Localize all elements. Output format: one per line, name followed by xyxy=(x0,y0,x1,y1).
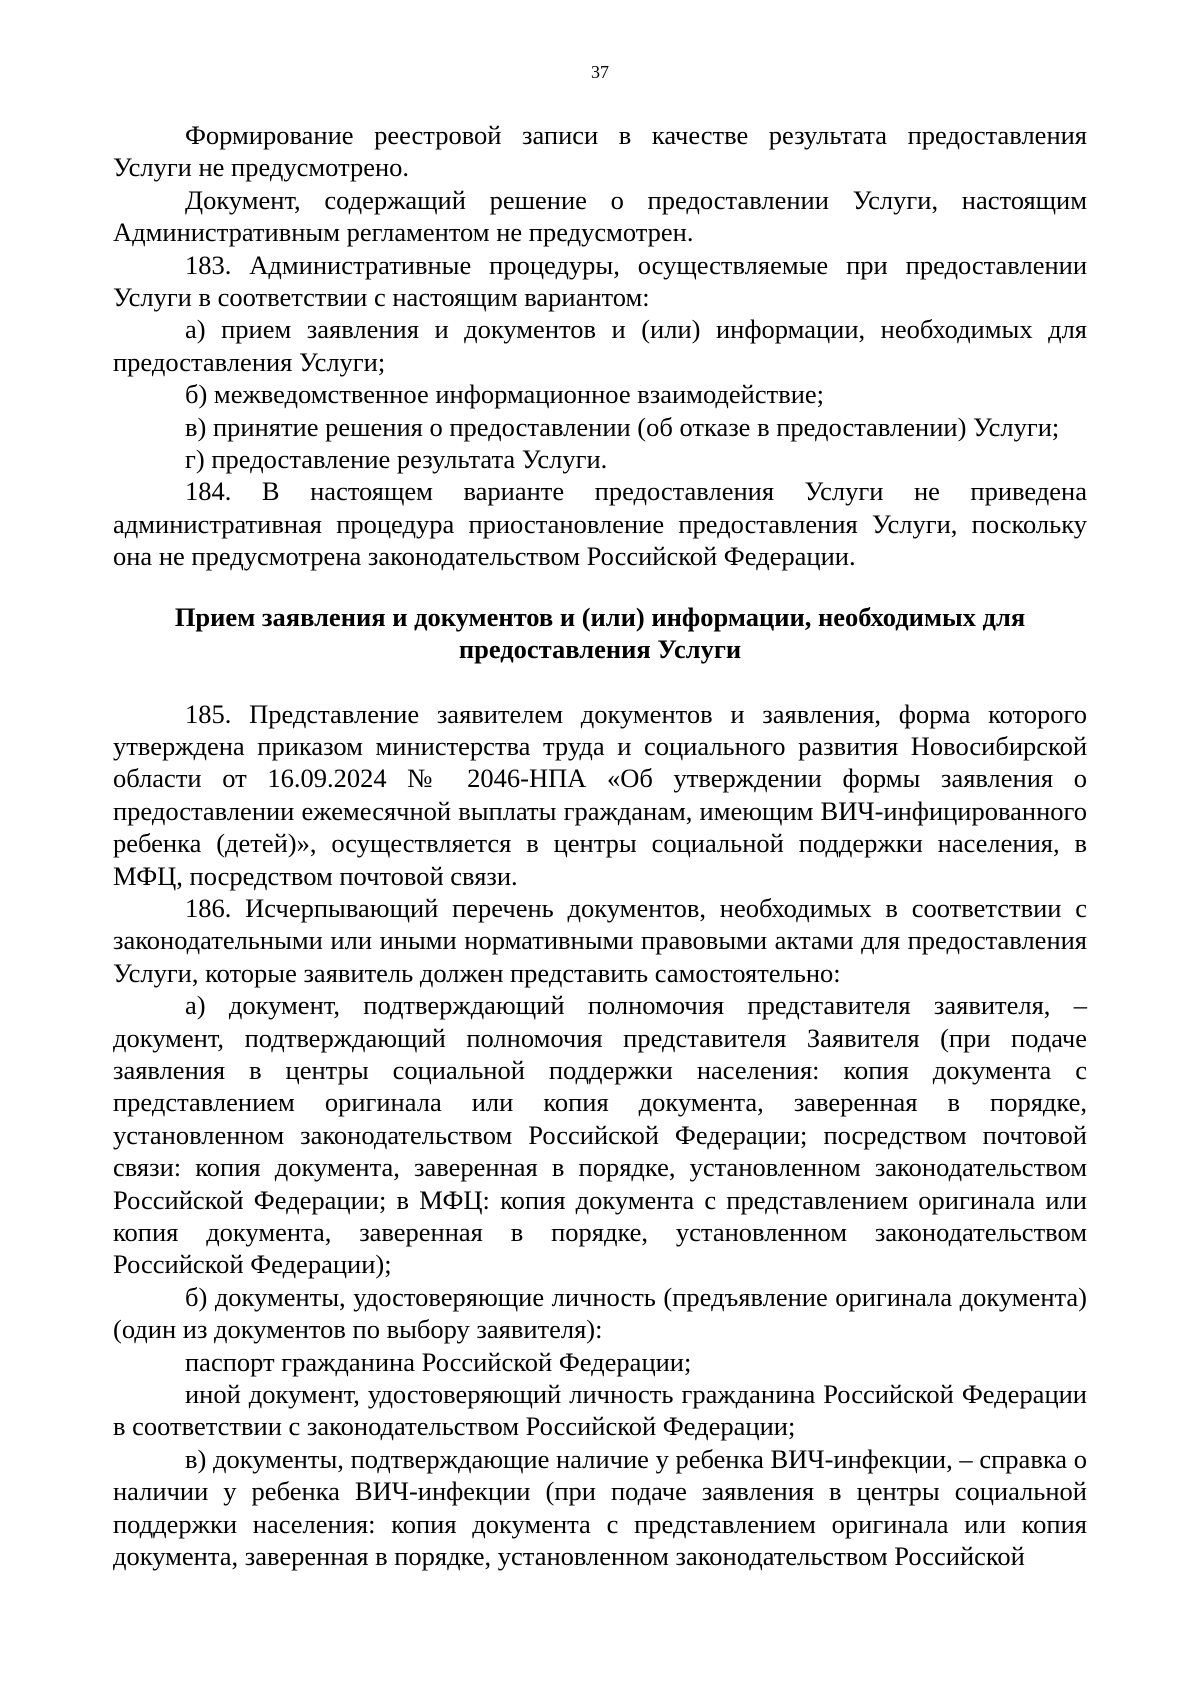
list-item-b-identity: б) документы, удостоверяющие личность (предъявление оригинала документа) (один из документов по выбору заявителя): xyxy=(113,1281,1087,1345)
section-heading-line-2: предоставления Услуги xyxy=(458,634,742,665)
list-item-other-identity: иной документ, удостоверяющий личность гражданина Российской Федерации в соответствии с законодательством Российской Федерации; xyxy=(113,1379,1087,1442)
paragraph-183: 183. Административные процедуры, осуществляемые при предоставлении Услуги в соответствии с настоящим вариантом: xyxy=(113,249,1087,313)
list-item-v-hiv-certificate: в) документы, подтверждающие наличие у ребенка ВИЧ-инфекции, – справка о наличии у ребенка ВИЧ-инфекции (при подаче заявления в центры социальной поддержки населения: копия документа с представлением оригинала или копия документа, заверенная в порядке, установленном законодательством Российской xyxy=(113,1443,1087,1572)
list-item-b: б) межведомственное информационное взаимодействие; xyxy=(185,379,825,410)
top-paragraphs xyxy=(113,119,1087,573)
paragraph-185: 185. Представление заявителем документов и заявления, форма которого утверждена приказом министерства труда и социального развития Новосибирской области от 16.09.2024 № 2046-НПА «Об утверждении формы заявления о предоставлении ежемесячной выплаты гражданам, имеющим ВИЧ-инфицированного ребенка (детей)», осуществляется в центры социальной поддержки населения, в МФЦ, посредством почтовой связи. xyxy=(113,698,1087,891)
list-item-a-documents: а) документ, подтверждающий полномочия представителя заявителя, – документ, подтверждающий полномочия представителя Заявителя (при подаче заявления в центры социальной поддержки населения: копия документа с представлением оригинала или копия документа, заверенная в порядке, установленном законодательством Российской Федерации; посредством почтовой связи: копия документа, заверенная в порядке, установленном законодательством Российской Федерации; в МФЦ: копия документа с представлением оригинала или копия документа, заверенная в порядке, установленном законодательством Российской Федерации); xyxy=(113,990,1087,1280)
list-item-passport: паспорт гражданина Российской Федерации; xyxy=(185,1346,692,1377)
section-heading-line-1: Прием заявления и документов и (или) информации, необходимых для xyxy=(174,601,1026,632)
section-heading xyxy=(113,601,1087,666)
list-item-g: г) предоставление результата Услуги. xyxy=(185,444,608,475)
paragraph-registry-record: Формирование реестровой записи в качестве результата предоставления Услуги не предусмотрено. xyxy=(113,120,1087,183)
page-number: 37 xyxy=(591,62,609,82)
paragraph-184: 184. В настоящем варианте предоставления Услуги не приведена административная процедура приостановление предоставления Услуги, поскольку она не предусмотрена законодательством Российской Федерации. xyxy=(113,476,1087,572)
bottom-paragraphs xyxy=(113,698,1087,1573)
paragraph-decision-document: Документ, содержащий решение о предоставлении Услуги, настоящим Административным регламентом не предусмотрен. xyxy=(113,184,1087,248)
document-page xyxy=(113,60,1087,1572)
list-item-a: а) прием заявления и документов и (или) информации, необходимых для предоставления Услуги; xyxy=(113,314,1087,377)
list-item-v: в) принятие решения о предоставлении (об отказе в предоставлении) Услуги; xyxy=(185,411,1060,442)
paragraph-186: 186. Исчерпывающий перечень документов, необходимых в соответствии с законодательными или иными нормативными правовыми актами для предоставления Услуги, которые заявитель должен представить самостоятельно: xyxy=(113,892,1087,988)
